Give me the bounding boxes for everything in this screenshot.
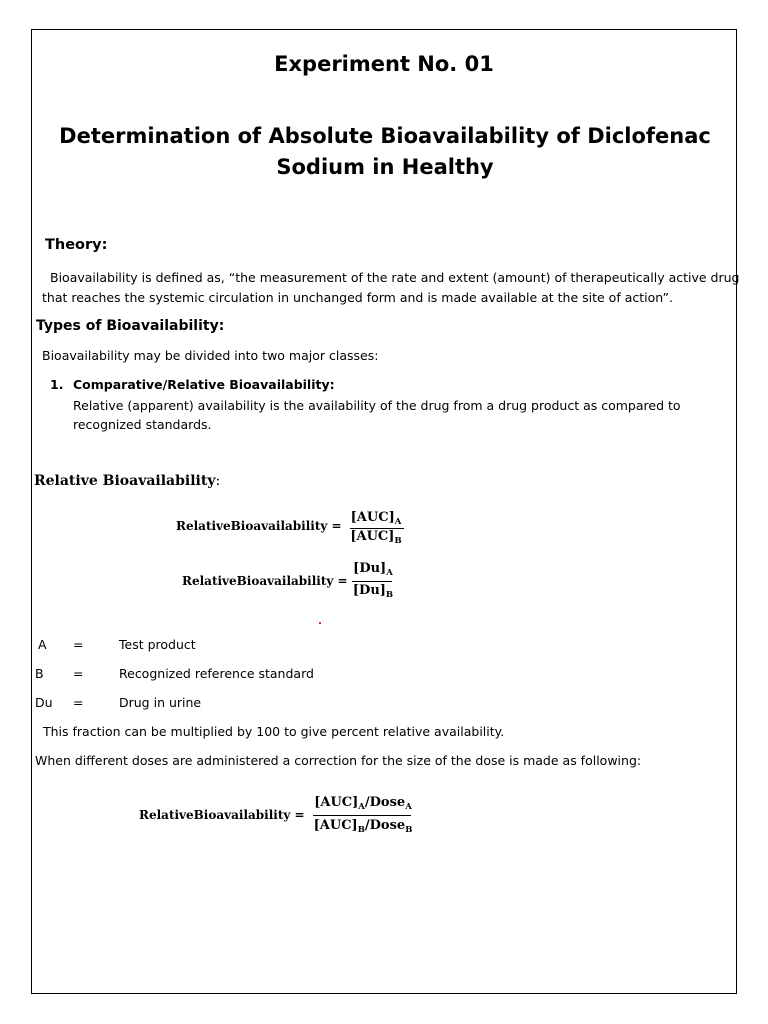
eq2-den-main: [Du]: [352, 583, 386, 598]
eq2-num-sub: A: [386, 568, 393, 578]
main-title: Determination of Absolute Bioavailability of Diclofenac Sodium in Healthy: [59, 124, 711, 179]
eq1-num-sub: A: [394, 517, 402, 527]
eq1-den-sub: B: [394, 536, 402, 546]
dose-num-dose-sub: A: [405, 802, 412, 812]
theory-paragraph: [42, 268, 742, 308]
note-dose: When different doses are administered a correction for the size of the dose is made as following:: [35, 753, 642, 768]
theory-heading: Theory:: [45, 237, 108, 253]
dose-den-dose-sub: B: [405, 825, 413, 835]
equation-2-denominator: [352, 583, 394, 598]
note-percent: This fraction can be multiplied by 100 to give percent relative availability.: [43, 724, 505, 739]
definition-equals: =: [73, 695, 84, 710]
relative-heading: [34, 473, 220, 489]
theory-line-1: Bioavailability is defined as, “the measurement of the rate and extent (amount) of therapeutically active drug: [50, 270, 740, 285]
eq1-den-main: [AUC]: [350, 529, 395, 544]
dose-den-auc-sub: B: [357, 825, 365, 835]
definition-text: Recognized reference standard: [119, 666, 314, 681]
eq1-num-main: [AUC]: [350, 510, 395, 525]
dose-num-auc-sub: A: [358, 802, 365, 812]
types-intro: Bioavailability may be divided into two major classes:: [42, 348, 379, 363]
dose-den-dose: /Dose: [364, 818, 406, 833]
dose-equation-numerator: [313, 795, 413, 810]
definition-symbol: A: [38, 637, 47, 652]
dose-equation-fraction-bar: [313, 815, 411, 816]
theory-line-2: that reaches the systemic circulation in unchanged form and is made available at the site of action”.: [42, 290, 673, 305]
dose-equation-label: RelativeBioavailability =: [139, 808, 305, 822]
list-item-number: 1.: [50, 377, 64, 392]
equation-2-label: RelativeBioavailability =: [182, 574, 348, 588]
eq2-den-sub: B: [385, 590, 394, 600]
definition-text: Test product: [119, 637, 196, 652]
dose-den-auc: [AUC]: [313, 818, 358, 833]
equation-1-numerator: [350, 510, 402, 525]
definition-text: Drug in urine: [119, 695, 202, 710]
dose-num-auc: [AUC]: [314, 795, 359, 810]
equation-1-denominator: [350, 529, 402, 544]
definition-symbol: Du: [35, 695, 53, 710]
equation-2-numerator: [352, 561, 394, 576]
types-heading: Types of Bioavailability:: [36, 318, 225, 334]
eq2-num-main: [Du]: [353, 561, 387, 576]
dose-num-dose: /Dose: [364, 795, 406, 810]
definition-symbol: B: [35, 666, 44, 681]
dose-equation-denominator: [313, 818, 413, 833]
relative-heading-text: Relative Bioavailability: [34, 473, 216, 489]
definition-equals: =: [73, 637, 84, 652]
equation-1-label: RelativeBioavailability =: [176, 519, 342, 533]
equation-2-fraction-bar: [352, 581, 392, 582]
experiment-title: Experiment No. 01: [274, 52, 494, 76]
list-item-body: Relative (apparent) availability is the availability of the drug from a drug product as compared to recognized standards.: [73, 398, 681, 432]
definition-equals: =: [73, 666, 84, 681]
list-item-title: Comparative/Relative Bioavailability:: [73, 377, 335, 392]
relative-heading-colon: :: [215, 473, 221, 489]
stray-mark: [319, 622, 321, 624]
